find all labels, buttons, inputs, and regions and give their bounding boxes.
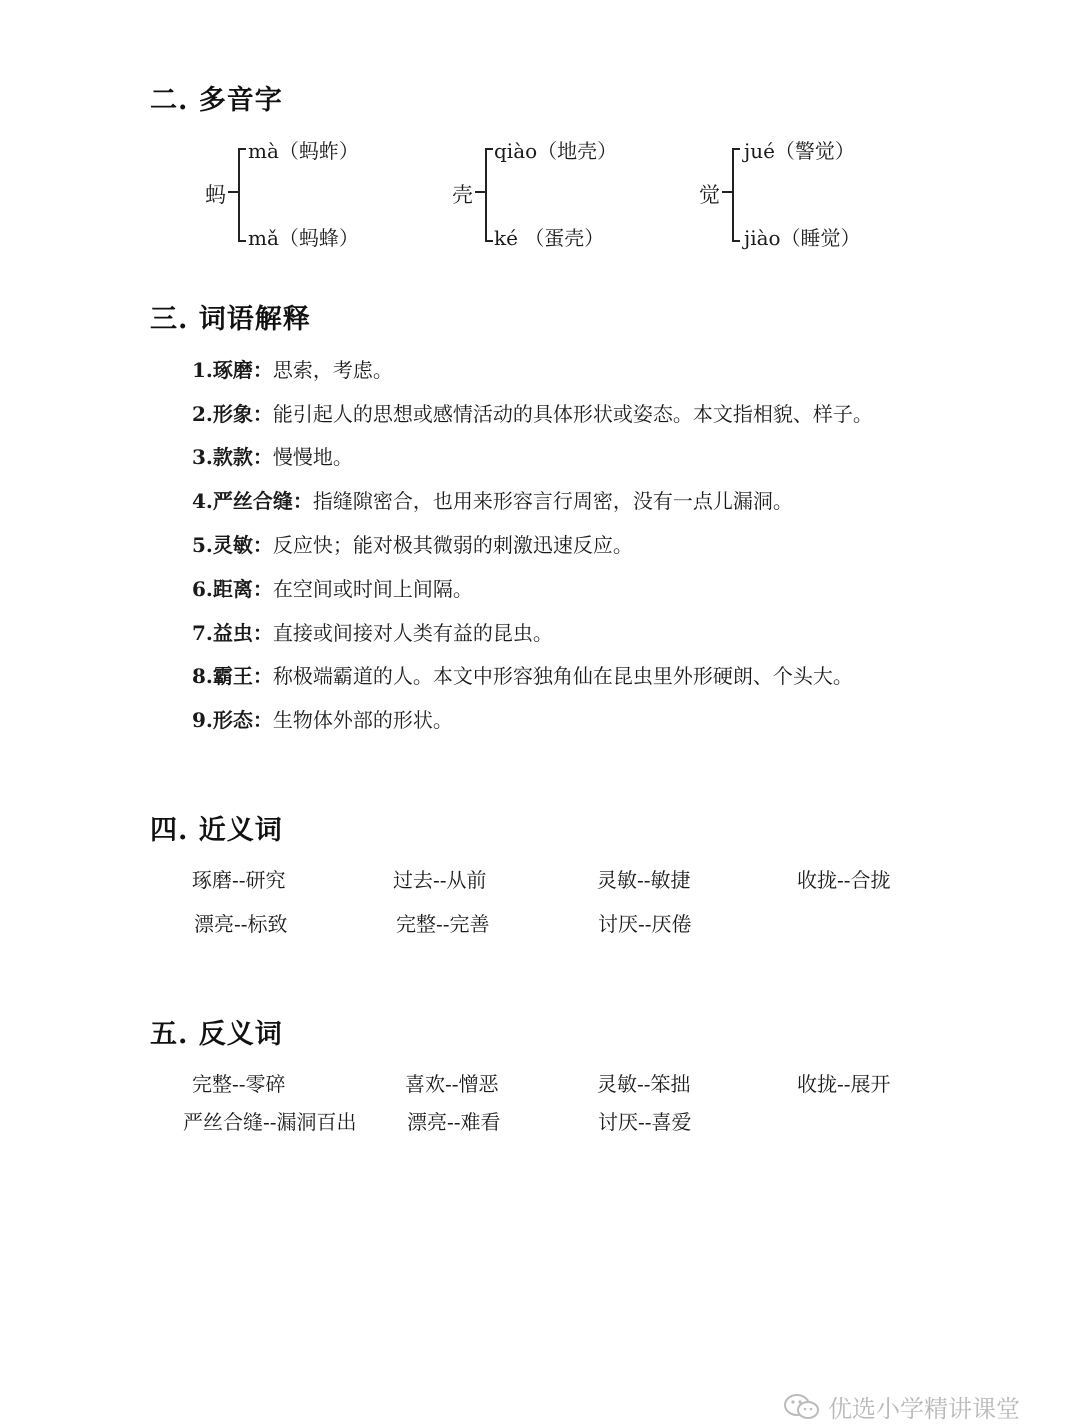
antonym-pair: 灵敏--笨拙 [597,1072,691,1096]
bracket-vertical [485,148,487,242]
antonym-pair: 讨厌--喜爱 [598,1110,692,1134]
bracket-top [732,148,740,150]
section-title-definitions: 三. 词语解释 [150,304,311,335]
bracket-bottom [732,240,740,242]
definition-item [192,529,633,558]
definition-item [192,354,393,383]
definition-term: 形态： [212,708,273,732]
definition-text: 指缝隙密合，也用来形容言行周密，没有一点儿漏洞。 [312,489,793,513]
antonym-pair: 完整--零碎 [192,1072,286,1096]
polyphone-reading-bottom: ké （蛋壳） [494,226,605,250]
bracket-bottom [238,240,246,242]
antonym-pair: 漂亮--难看 [407,1110,501,1134]
watermark-text: 优选小学精讲课堂 [828,1395,1020,1423]
definition-item [192,573,473,602]
definition-number: 5. [192,533,213,557]
polyphone-reading-top: qiào（地壳） [494,139,618,163]
definition-term: 距离： [212,577,273,601]
bracket-vertical [238,148,240,242]
wechat-icon [782,1392,822,1422]
definition-number: 1. [192,358,213,382]
synonym-pair: 琢磨--研究 [192,868,286,892]
definition-text: 慢慢地。 [272,445,353,469]
antonym-pair: 收拢--展开 [797,1072,891,1096]
polyphone-char: 壳 [452,183,473,207]
polyphone-char: 觉 [699,183,720,207]
definition-text: 在空间或时间上间隔。 [272,577,473,601]
synonym-pair: 收拢--合拢 [797,868,891,892]
definition-number: 7. [192,621,213,645]
synonym-pair: 完整--完善 [396,912,490,936]
definition-number: 4. [192,489,213,513]
definition-text: 能引起人的思想或感情活动的具体形状或姿态。本文指相貌、样子。 [272,402,873,426]
synonym-pair: 漂亮--标致 [194,912,288,936]
definition-term: 琢磨： [212,358,273,382]
definition-number: 3. [192,445,213,469]
definition-number: 9. [192,708,213,732]
definition-item [192,704,453,733]
definition-term: 霸王： [212,664,273,688]
definition-term: 形象： [212,402,273,426]
definition-item [192,485,793,514]
definition-number: 6. [192,577,213,601]
definition-number: 2. [192,402,213,426]
antonym-pair: 喜欢--憎恶 [405,1072,499,1096]
bracket-bottom [485,240,493,242]
synonym-pair: 灵敏--敏捷 [597,868,691,892]
section-title-polyphones: 二. 多音字 [150,85,283,116]
definition-item [192,617,553,646]
definition-item [192,660,853,689]
definition-item [192,398,873,427]
watermark [782,1389,1020,1424]
definition-term: 灵敏： [212,533,273,557]
polyphone-reading-top: jué（警觉） [744,139,855,163]
definition-term: 益虫： [212,621,273,645]
definition-item [192,441,353,470]
definition-text: 思索，考虑。 [272,358,393,382]
polyphone-reading-top: mà（蚂蚱） [248,139,359,163]
polyphone-char: 蚂 [205,183,226,207]
polyphone-reading-bottom: jiào（睡觉） [744,226,861,250]
definition-text: 反应快；能对极其微弱的刺激迅速反应。 [272,533,633,557]
definition-text: 称极端霸道的人。本文中形容独角仙在昆虫里外形硬朗、个头大。 [272,664,853,688]
definition-term: 严丝合缝： [212,489,313,513]
section-title-antonyms: 五. 反义词 [150,1019,283,1050]
bracket-top [238,148,246,150]
synonym-pair: 过去--从前 [393,868,487,892]
antonym-pair: 严丝合缝--漏洞百出 [183,1110,357,1134]
definition-term: 款款： [212,445,273,469]
bracket-vertical [732,148,734,242]
section-title-synonyms: 四. 近义词 [150,815,283,846]
bracket-top [485,148,493,150]
definition-text: 直接或间接对人类有益的昆虫。 [272,621,553,645]
synonym-pair: 讨厌--厌倦 [598,912,692,936]
definition-text: 生物体外部的形状。 [272,708,453,732]
definition-number: 8. [192,664,213,688]
polyphone-reading-bottom: mǎ（蚂蜂） [248,226,359,250]
